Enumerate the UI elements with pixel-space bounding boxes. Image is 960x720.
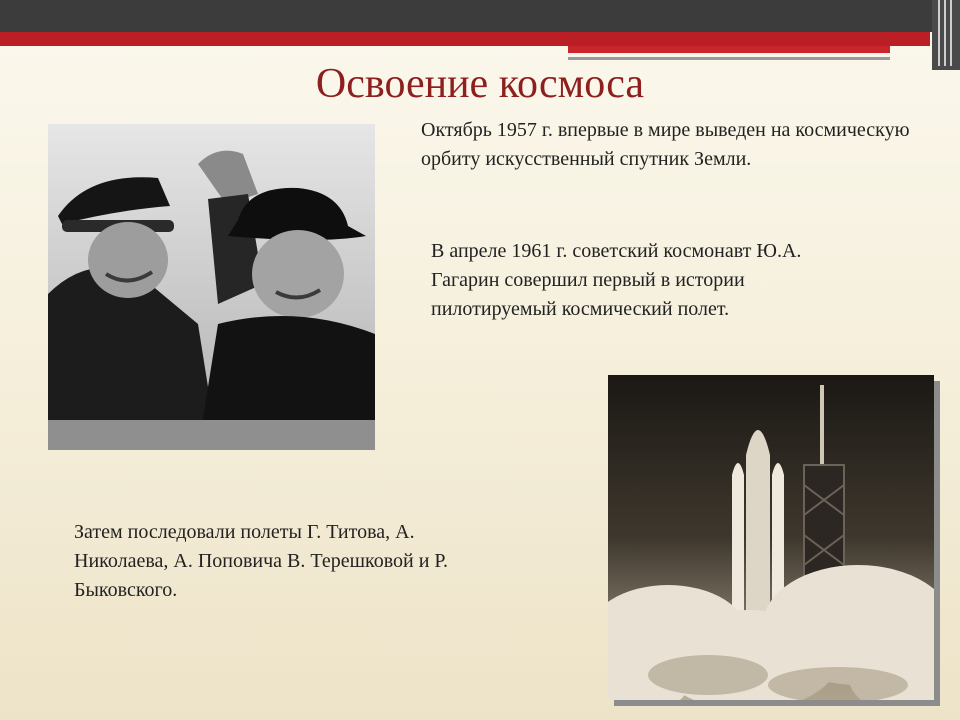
paragraph-sputnik: Октябрь 1957 г. впервые в мире выведен на космическую орбиту искусственный спутник Земли. [421, 119, 910, 170]
top-red-stripe [0, 32, 930, 46]
decor-red-stripe [568, 46, 890, 53]
slide-title: Освоение космоса [315, 61, 645, 107]
photo1-illustration [48, 124, 375, 450]
rocket-launch-photo [608, 375, 934, 700]
paragraph-gagarin: В апреле 1961 г. советский космонавт Ю.А. Гагарин совершил первый в истории пилотируемый космический полет. [431, 240, 802, 320]
top-dark-bar [0, 0, 960, 32]
photo2-illustration [608, 375, 934, 700]
paragraph-cosmonauts: Затем последовали полеты Г. Титова, А. Николаева, А. Поповича В. Терешковой и Р. Быковского. [74, 521, 449, 601]
decor-white-stripe [568, 53, 890, 55]
gagarin-khrushchev-photo [48, 124, 375, 450]
